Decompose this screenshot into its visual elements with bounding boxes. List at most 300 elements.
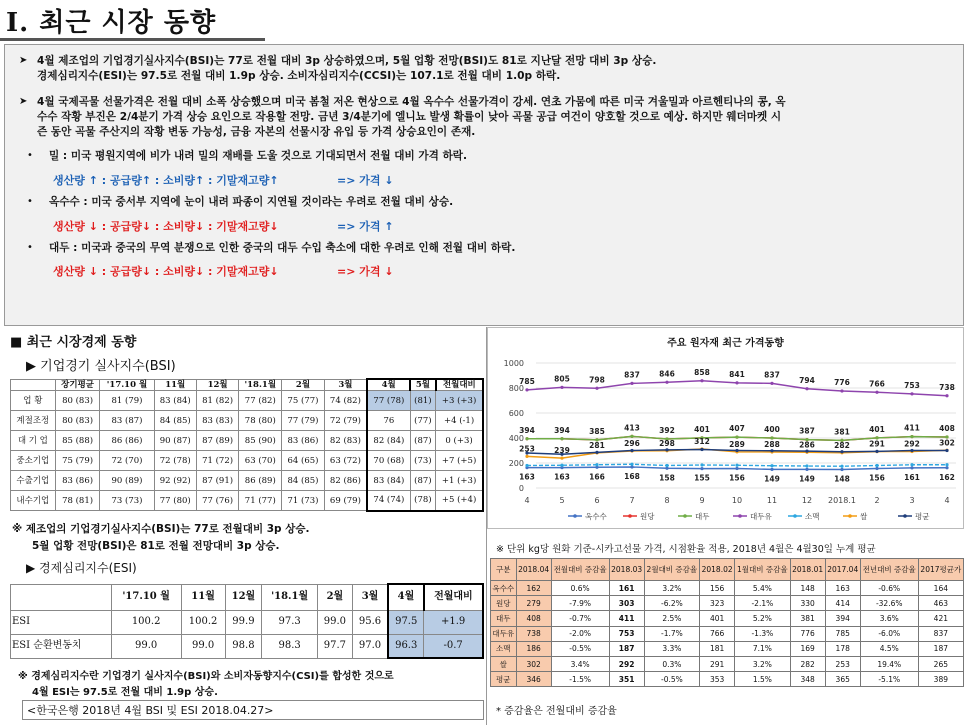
table-header: 2월대비 증감율	[644, 559, 699, 581]
table-header: 12월	[225, 584, 262, 610]
table-cell: 265	[918, 656, 963, 671]
table-cell: 279	[516, 596, 551, 611]
table-cell: 87 (89)	[196, 431, 238, 451]
table-cell: 77 (79)	[282, 411, 324, 431]
table-cell: 282	[790, 656, 825, 671]
table-cell: -5.1%	[860, 672, 918, 687]
data-label: 291	[869, 439, 885, 449]
table-cell: 82 (83)	[324, 431, 367, 451]
data-point	[665, 448, 668, 451]
table-cell: 78 (81)	[55, 491, 100, 511]
data-label: 753	[904, 380, 920, 390]
table-header: 2월	[317, 584, 352, 610]
table-cell: +1 (+3)	[436, 471, 483, 491]
soy-formula: 생산량 ↓ : 공급량↓ : 소비량↓ : 기말재고량↓	[53, 265, 279, 278]
table-header: 2017.04	[825, 559, 860, 581]
table-cell: 776	[790, 626, 825, 641]
table-cell: 0.3%	[644, 656, 699, 671]
data-point	[630, 435, 633, 438]
table-header: 2018.01	[790, 559, 825, 581]
table-cell: 5.4%	[735, 581, 790, 596]
table-cell: 83 (84)	[154, 391, 196, 411]
row-label: 계절조정	[11, 411, 56, 431]
table-cell: -0.5%	[644, 672, 699, 687]
legend-marker	[903, 514, 907, 518]
wheat-result: => 가격 ↓	[337, 174, 394, 187]
x-tick-label: 5	[559, 496, 565, 505]
table-cell: -0.5%	[551, 641, 609, 656]
y-tick-label: 800	[508, 384, 524, 393]
table-cell: 738	[516, 626, 551, 641]
summary-text: 즌 동안 곡물 주산지의 작황 변동 가능성, 금융 자본의 선물시장 유입 등 가격 상승요인이 존재.	[37, 126, 476, 138]
table-row	[11, 411, 484, 431]
section-heading: ■ 최근 시장경제 동향	[10, 335, 137, 350]
data-label: 161	[904, 472, 920, 482]
table-cell: 411	[609, 611, 644, 626]
table-cell: 소맥	[491, 641, 517, 656]
table-cell: 3.2%	[735, 656, 790, 671]
legend-marker	[573, 514, 577, 518]
table-cell: 0 (+3)	[436, 431, 483, 451]
data-point	[630, 382, 633, 385]
table-cell: 원당	[491, 596, 517, 611]
data-point	[525, 388, 528, 391]
data-label: 149	[764, 474, 780, 484]
data-point	[805, 450, 808, 453]
data-point	[840, 468, 843, 471]
table-cell: 81 (79)	[100, 391, 154, 411]
table-cell: 178	[825, 641, 860, 656]
table-cell: 302	[516, 656, 551, 671]
price-note: * 증감율은 전월대비 증감율	[496, 706, 617, 717]
data-label: 163	[519, 472, 535, 482]
table-cell: 389	[918, 672, 963, 687]
data-label: 163	[554, 472, 570, 482]
table-cell: +3 (+3)	[436, 391, 483, 411]
table-cell: 74 (82)	[324, 391, 367, 411]
data-point	[805, 464, 808, 467]
table-cell: 83 (86)	[55, 471, 100, 491]
table-cell: 97.7	[317, 634, 352, 658]
table-cell: 753	[609, 626, 644, 641]
table-cell: 401	[700, 611, 735, 626]
data-label: 253	[519, 444, 535, 454]
data-label: 158	[659, 473, 675, 483]
summary-text: 수수 작황 부진은 2/4분기 가격 상승 요인으로 작용할 전망. 금년 3/4분기에 엘니뇨 발생 확률이 낮아 곡물 공급 여건이 양호할 것으로 예상. 하지만 웨더마켓 시	[37, 111, 782, 123]
table-cell: 163	[825, 581, 860, 596]
data-point	[735, 436, 738, 439]
table-cell: 72 (78)	[154, 451, 196, 471]
data-point	[770, 468, 773, 471]
data-point	[560, 386, 563, 389]
data-label: 281	[589, 440, 605, 450]
row-label: 중소기업	[11, 451, 56, 471]
data-point	[910, 435, 913, 438]
table-cell: 19.4%	[860, 656, 918, 671]
table-cell: 96.3	[388, 634, 424, 658]
table-cell: 77 (80)	[154, 491, 196, 511]
table-cell: 77 (78)	[367, 391, 410, 411]
row-label: 내수기업	[11, 491, 56, 511]
data-label: 392	[659, 426, 675, 435]
table-cell: 78 (80)	[239, 411, 282, 431]
subsection-heading: ▶ 기업경기 실사지수(BSI)	[26, 359, 176, 374]
legend-label: 원당	[640, 512, 655, 521]
table-cell: 71 (77)	[239, 491, 282, 511]
price-line-chart	[488, 328, 963, 528]
data-label: 411	[904, 423, 920, 433]
bullet-arrow-icon: ➤	[19, 96, 28, 107]
data-point	[735, 467, 738, 470]
soy-text: 대두 : 미국과 중국의 무역 분쟁으로 인한 중국의 대두 수입 축소에 대한 우려로 인해 전월 대비 하락.	[49, 242, 516, 254]
table-header: '17.10 월	[111, 584, 181, 610]
y-tick-label: 1000	[503, 359, 524, 368]
table-cell: -2.0%	[551, 626, 609, 641]
table-cell: 353	[700, 672, 735, 687]
table-cell: 90 (89)	[100, 471, 154, 491]
table-row	[491, 641, 964, 656]
esi-table	[10, 583, 484, 659]
table-header: 3월	[352, 584, 388, 610]
y-tick-label: 400	[508, 434, 524, 443]
table-cell: 156	[700, 581, 735, 596]
table-cell: (73)	[410, 451, 436, 471]
source-note: <한국은행 2018년 4월 BSI 및 ESI 2018.04.27>	[22, 700, 484, 720]
table-cell: 837	[918, 626, 963, 641]
table-cell: 394	[825, 611, 860, 626]
data-label: 148	[834, 474, 850, 484]
row-label: ESI 순환변동치	[11, 634, 112, 658]
table-row	[11, 491, 484, 511]
data-point	[910, 392, 913, 395]
row-label: ESI	[11, 610, 112, 634]
table-header: 3월	[324, 379, 367, 391]
summary-text: 경제심리지수(ESI)는 97.5로 전월 대비 1.9p 상승. 소비자심리지수(CCSI)는 107.1로 전월 대비 1.0p 하락.	[37, 70, 561, 82]
title-underline	[0, 38, 265, 41]
data-label: 292	[904, 439, 920, 449]
table-cell: (87)	[410, 471, 436, 491]
table-cell: 785	[825, 626, 860, 641]
data-point	[910, 466, 913, 469]
table-row	[11, 471, 484, 491]
data-point	[945, 449, 948, 452]
table-cell: 81 (82)	[196, 391, 238, 411]
table-header: 4월	[367, 379, 410, 391]
data-label: 156	[729, 473, 745, 483]
table-cell: 330	[790, 596, 825, 611]
table-cell: 292	[609, 656, 644, 671]
legend-label: 대두	[695, 512, 710, 521]
price-table	[490, 558, 964, 687]
table-cell: 463	[918, 596, 963, 611]
legend-label: 쌀	[860, 512, 868, 521]
table-cell: 1.5%	[735, 672, 790, 687]
table-row	[491, 626, 964, 641]
data-label: 766	[869, 379, 885, 389]
page-title: Ⅰ. 최근 시장 동향	[6, 8, 217, 38]
table-cell: 75 (79)	[55, 451, 100, 471]
table-cell: 85 (88)	[55, 431, 100, 451]
table-cell: 80 (83)	[55, 411, 100, 431]
data-label: 156	[869, 473, 885, 483]
data-label: 168	[624, 472, 640, 481]
table-cell: 95.6	[352, 610, 388, 634]
data-point	[595, 387, 598, 390]
data-point	[665, 381, 668, 384]
table-cell: 63 (70)	[239, 451, 282, 471]
data-label: 407	[729, 424, 745, 434]
legend-marker	[628, 514, 632, 518]
table-cell: -0.6%	[860, 581, 918, 596]
table-cell: 169	[790, 641, 825, 656]
table-cell: (78)	[410, 491, 436, 511]
data-point	[525, 455, 528, 458]
table-cell: 쌀	[491, 656, 517, 671]
table-cell: (87)	[410, 431, 436, 451]
table-header	[11, 379, 56, 391]
bullet-dot-icon: •	[27, 196, 33, 207]
table-cell: (77)	[410, 411, 436, 431]
table-cell: 69 (79)	[324, 491, 367, 511]
x-tick-label: 4	[524, 496, 530, 505]
data-point	[770, 382, 773, 385]
table-cell: 90 (87)	[154, 431, 196, 451]
data-label: 858	[694, 367, 710, 377]
table-cell: 77 (76)	[196, 491, 238, 511]
data-label: 385	[589, 426, 605, 436]
data-label: 166	[589, 472, 605, 482]
table-header: '18.1월	[239, 379, 282, 391]
table-header: 12월	[196, 379, 238, 391]
y-tick-label: 0	[518, 484, 524, 493]
data-point	[770, 464, 773, 467]
x-tick-label: 12	[801, 496, 813, 505]
table-cell: 75 (77)	[282, 391, 324, 411]
table-cell: 86 (86)	[100, 431, 154, 451]
table-cell: -1.7%	[644, 626, 699, 641]
data-label: 394	[554, 425, 570, 435]
row-label: 업 황	[11, 391, 56, 411]
soy-result: => 가격 ↓	[337, 265, 394, 278]
x-tick-label: 9	[699, 496, 705, 505]
data-point	[735, 381, 738, 384]
table-row	[11, 451, 484, 471]
table-cell: 87 (91)	[196, 471, 238, 491]
table-cell: 5.2%	[735, 611, 790, 626]
data-point	[560, 437, 563, 440]
x-tick-label: 11	[766, 496, 778, 505]
table-cell: 71 (73)	[282, 491, 324, 511]
data-label: 162	[939, 472, 955, 482]
data-label: 738	[939, 382, 955, 392]
summary-box	[4, 44, 964, 326]
bsi-note: 5월 업황 전망(BSI)은 81로 전월 전망대비 3p 상승.	[32, 540, 280, 552]
table-cell: 70 (68)	[367, 451, 410, 471]
table-cell: 187	[609, 641, 644, 656]
table-cell: 64 (65)	[282, 451, 324, 471]
table-cell: 97.5	[388, 610, 424, 634]
wheat-text: 밀 : 미국 평원지역에 비가 내려 밀의 재배를 도울 것으로 기대되면서 전월 대비 가격 하락.	[49, 150, 468, 162]
table-header: 4월	[388, 584, 424, 610]
bullet-dot-icon: •	[27, 242, 33, 253]
table-cell: +5 (+4)	[436, 491, 483, 511]
table-cell: 181	[700, 641, 735, 656]
table-cell: 72 (70)	[100, 451, 154, 471]
table-header: 전월대비 증감율	[551, 559, 609, 581]
data-label: 289	[729, 439, 745, 449]
table-cell: -1.5%	[551, 672, 609, 687]
data-point	[735, 464, 738, 467]
table-header: 11월	[154, 379, 196, 391]
table-cell: 4.5%	[860, 641, 918, 656]
data-point	[945, 466, 948, 469]
summary-text: 4월 국제곡물 선물가격은 전월 대비 소폭 상승했으며 미국 봄철 저온 현상으로 4월 옥수수 선물가격이 강세. 연초 가뭄에 따른 미국 겨울밀과 아르헨티나의 콩, 옥	[37, 96, 786, 108]
data-label: 408	[939, 424, 955, 433]
table-cell: 164	[918, 581, 963, 596]
table-row	[11, 634, 484, 658]
data-point	[945, 463, 948, 466]
legend-label: 옥수수	[585, 512, 607, 521]
data-point	[840, 465, 843, 468]
bsi-note: ※ 제조업의 기업경기실사지수(BSI)는 77로 전월대비 3p 상승.	[12, 523, 310, 535]
table-cell: 0.6%	[551, 581, 609, 596]
table-cell: 대두유	[491, 626, 517, 641]
corn-text: 옥수수 : 미국 중서부 지역에 눈이 내려 파종이 지연될 것이라는 우려로 전월 대비 상승.	[49, 196, 454, 208]
table-cell: (81)	[410, 391, 436, 411]
data-point	[560, 457, 563, 460]
table-cell: 187	[918, 641, 963, 656]
table-cell: 2.5%	[644, 611, 699, 626]
table-cell: 86 (89)	[239, 471, 282, 491]
table-cell: 253	[825, 656, 860, 671]
table-cell: -6.0%	[860, 626, 918, 641]
table-cell: 80 (83)	[55, 391, 100, 411]
table-cell: 381	[790, 611, 825, 626]
table-row	[11, 610, 484, 634]
data-label: 798	[589, 375, 605, 385]
x-tick-label: 6	[594, 496, 600, 505]
table-cell: 766	[700, 626, 735, 641]
table-cell: 162	[516, 581, 551, 596]
data-point	[560, 464, 563, 467]
data-point	[630, 463, 633, 466]
table-header: 11월	[181, 584, 225, 610]
table-header: 2018.02	[700, 559, 735, 581]
table-cell: 291	[700, 656, 735, 671]
row-label: 수출기업	[11, 471, 56, 491]
table-row	[491, 596, 964, 611]
x-tick-label: 8	[664, 496, 670, 505]
table-row	[491, 672, 964, 687]
table-header: 구분	[491, 559, 517, 581]
x-tick-label: 3	[909, 496, 915, 505]
table-cell: 73 (73)	[100, 491, 154, 511]
table-cell: 72 (79)	[324, 411, 367, 431]
table-cell: 303	[609, 596, 644, 611]
data-point	[875, 391, 878, 394]
x-tick-label: 7	[629, 496, 635, 505]
data-label: 239	[554, 446, 570, 456]
x-tick-label: 10	[731, 496, 743, 505]
data-label: 381	[834, 427, 850, 437]
table-cell: 408	[516, 611, 551, 626]
table-cell: 421	[918, 611, 963, 626]
legend-marker	[683, 514, 687, 518]
table-header: 1월대비 증감율	[735, 559, 790, 581]
table-cell: 대두	[491, 611, 517, 626]
table-cell: 83 (86)	[282, 431, 324, 451]
table-cell: 99.9	[225, 610, 262, 634]
data-label: 837	[624, 370, 640, 380]
table-cell: 323	[700, 596, 735, 611]
data-point	[840, 450, 843, 453]
data-label: 282	[834, 440, 850, 450]
table-row	[11, 431, 484, 451]
y-tick-label: 600	[508, 409, 524, 418]
table-row	[11, 391, 484, 411]
esi-note: ※ 경제심리지수란 기업경기 실사지수(BSI)와 소비자동향지수(CSI)를 합성한 것으로	[18, 671, 394, 682]
table-cell: 76	[367, 411, 410, 431]
data-point	[805, 468, 808, 471]
data-point	[770, 449, 773, 452]
table-cell: 63 (72)	[324, 451, 367, 471]
table-cell: 99.0	[111, 634, 181, 658]
table-header: 전년대비 증감율	[860, 559, 918, 581]
table-header: 2018.04	[516, 559, 551, 581]
corn-result: => 가격 ↑	[337, 220, 394, 233]
table-cell: 348	[790, 672, 825, 687]
x-tick-label: 2	[874, 496, 880, 505]
data-point	[700, 467, 703, 470]
bullet-dot-icon: •	[27, 150, 33, 161]
table-cell: -6.2%	[644, 596, 699, 611]
data-point	[595, 451, 598, 454]
table-header: 2018.03	[609, 559, 644, 581]
data-point	[700, 379, 703, 382]
table-cell: +1.9	[424, 610, 483, 634]
data-point	[840, 389, 843, 392]
table-cell: 99.0	[317, 610, 352, 634]
table-header: 5월	[410, 379, 436, 391]
table-cell: 82 (86)	[324, 471, 367, 491]
data-point	[595, 463, 598, 466]
table-cell: 71 (72)	[196, 451, 238, 471]
corn-formula: 생산량 ↓ : 공급량↓ : 소비량↓ : 기말재고량↓	[53, 220, 279, 233]
chart-panel	[487, 327, 964, 529]
data-label: 155	[694, 473, 710, 483]
bullet-arrow-icon: ➤	[19, 55, 28, 66]
table-row	[491, 581, 964, 596]
data-label: 841	[729, 369, 745, 379]
table-cell: 7.1%	[735, 641, 790, 656]
table-cell: -2.1%	[735, 596, 790, 611]
data-label: 837	[764, 370, 780, 380]
table-cell: -32.6%	[860, 596, 918, 611]
row-label: 대 기 업	[11, 431, 56, 451]
table-cell: 98.8	[225, 634, 262, 658]
table-cell: 97.0	[352, 634, 388, 658]
table-cell: 186	[516, 641, 551, 656]
data-label: 302	[939, 438, 955, 448]
table-cell: -0.7	[424, 634, 483, 658]
table-cell: 83 (84)	[367, 471, 410, 491]
legend-label: 평균	[915, 512, 930, 521]
data-label: 805	[554, 374, 570, 384]
table-cell: 평균	[491, 672, 517, 687]
table-cell: 85 (90)	[239, 431, 282, 451]
table-row	[491, 656, 964, 671]
data-label: 794	[799, 375, 815, 385]
